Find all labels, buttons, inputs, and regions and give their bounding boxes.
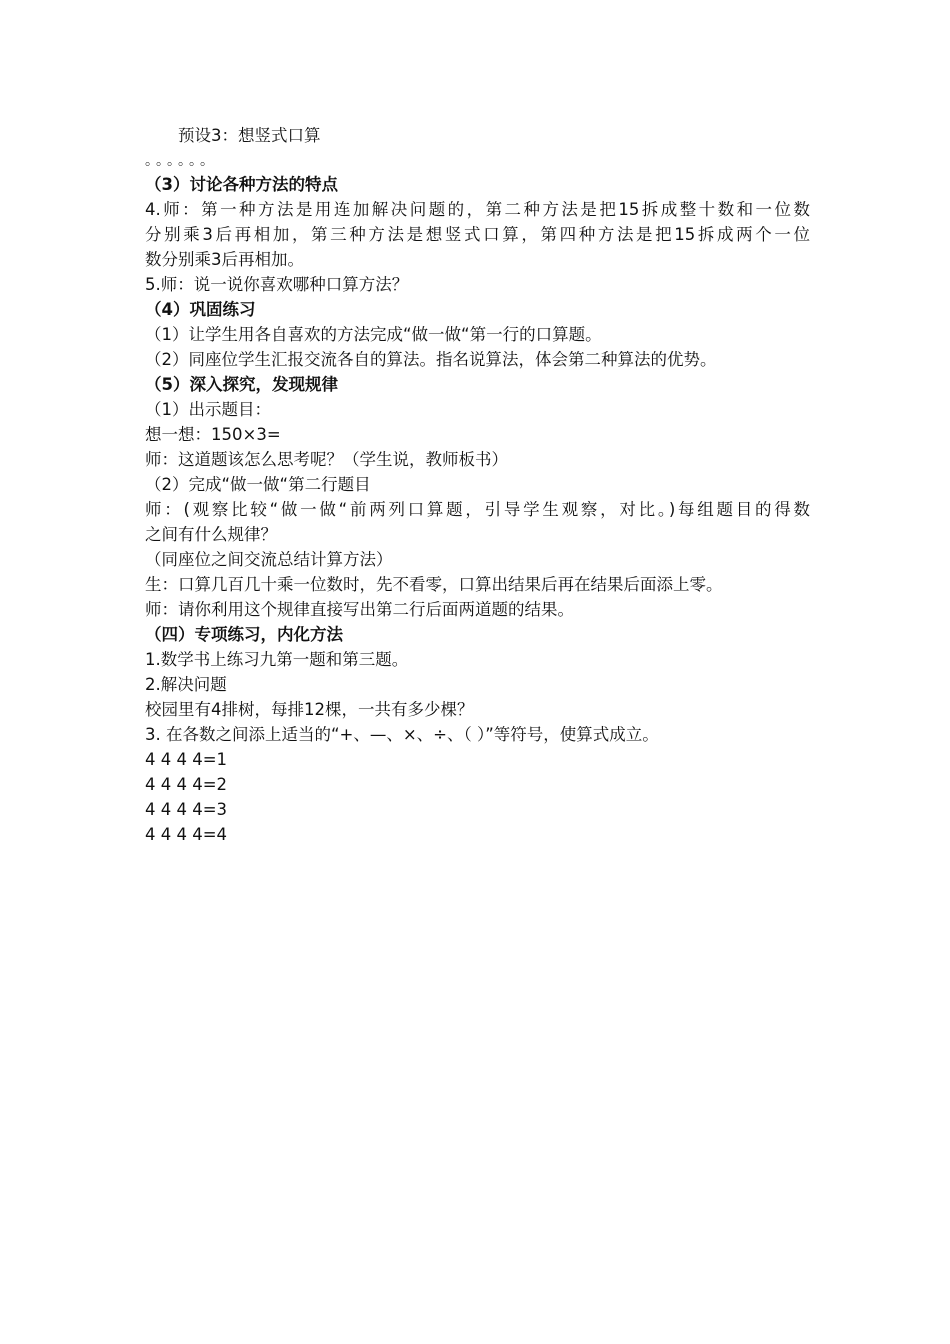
paragraph-line: 5.师：说一说你喜欢哪种口算方法？ — [145, 275, 409, 294]
paragraph-line: （1）出示题目： — [145, 400, 271, 419]
paragraph-line: （同座位之间交流总结计算方法） — [145, 550, 393, 569]
paragraph-line: 之间有什么规律？ — [145, 525, 277, 544]
paragraph-line: 4.师：第一种方法是用连加解决问题的，第二种方法是把15拆成整十数和一位数 — [145, 200, 810, 219]
section-heading-explore: （5）深入探究，发现规律 — [145, 375, 338, 394]
paragraph-line: 校园里有4排树，每排12棵，一共有多少棵？ — [145, 700, 474, 719]
paragraph-line: 师：这道题该怎么思考呢？（学生说，教师板书） — [145, 450, 508, 469]
paragraph-line: 数分别乘3后再相加。 — [145, 250, 304, 269]
equation-line: 4 4 4 4=4 — [145, 825, 228, 844]
equation-line: 4 4 4 4=2 — [145, 775, 228, 794]
paragraph-line: 师：(观察比较“做一做“前两列口算题，引导学生观察，对比。)每组题目的得数 — [145, 500, 810, 519]
paragraph-line: 2.解决问题 — [145, 675, 227, 694]
paragraph-line: 3. 在各数之间添上适当的“+、—、×、÷、（ ）”等符号，使算式成立。 — [145, 725, 659, 744]
paragraph-line: （1）让学生用各自喜欢的方法完成“做一做“第一行的口算题。 — [145, 325, 602, 344]
paragraph-line: （2）完成“做一做“第二行题目 — [145, 475, 371, 494]
paragraph-line: 分别乘3后再相加，第三种方法是想竖式口算，第四种方法是把15拆成两个一位 — [145, 225, 810, 244]
paragraph-line: 1.数学书上练习九第一题和第三题。 — [145, 650, 409, 669]
ellipsis-line: 。。。。。。 — [145, 153, 218, 169]
section-heading-discuss: （3）讨论各种方法的特点 — [145, 175, 338, 194]
section-heading-practice: （4）巩固练习 — [145, 300, 256, 319]
preset-3-line: 预设3：想竖式口算 — [178, 126, 321, 145]
paragraph-line: （2）同座位学生汇报交流各自的算法。指名说算法，体会第二种算法的优势。 — [145, 350, 717, 369]
equation-line: 4 4 4 4=3 — [145, 800, 228, 819]
equation-line: 4 4 4 4=1 — [145, 750, 228, 769]
paragraph-line: 师：请你利用这个规律直接写出第二行后面两道题的结果。 — [145, 600, 574, 619]
section-heading-special-practice: （四）专项练习，内化方法 — [145, 625, 343, 644]
document-page — [145, 122, 810, 847]
paragraph-line: 想一想：150×3= — [145, 425, 281, 444]
paragraph-line: 生：口算几百几十乘一位数时，先不看零，口算出结果后再在结果后面添上零。 — [145, 575, 723, 594]
